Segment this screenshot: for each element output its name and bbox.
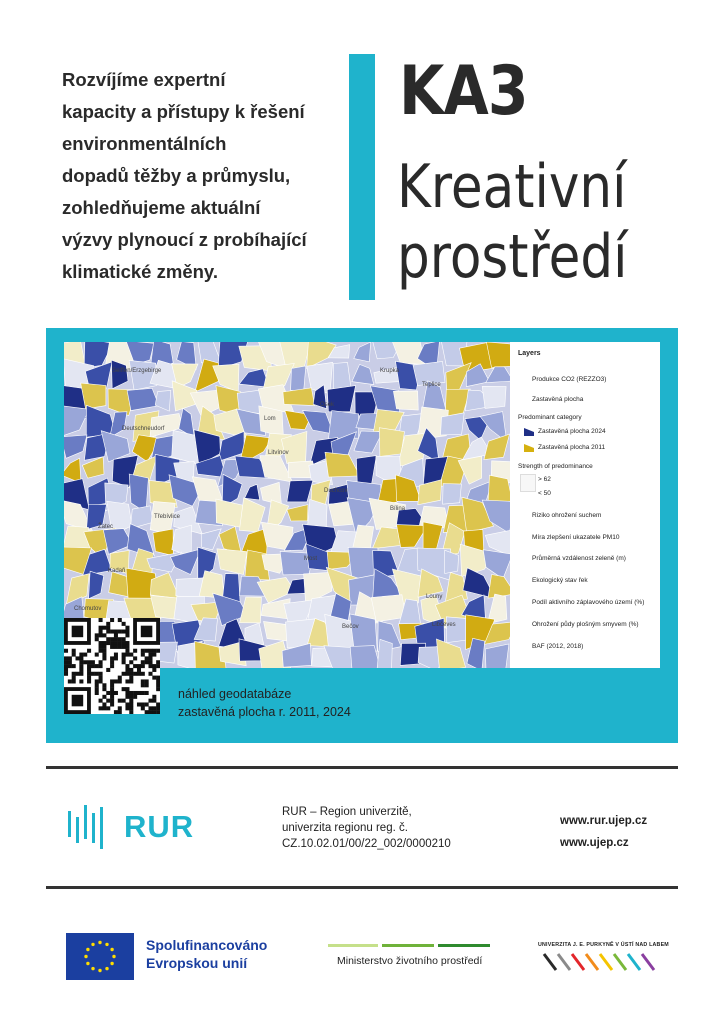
map-region <box>483 550 510 579</box>
legend-item[interactable]: Podíl aktivního záplavového území (%) <box>532 599 645 606</box>
map-region <box>245 484 260 500</box>
accent-bar <box>349 54 375 300</box>
activity-code: KA3 <box>399 52 528 131</box>
legend-item[interactable]: Produkce CO2 (REZZO3) <box>532 376 607 383</box>
map-place-label: Lom <box>264 416 276 422</box>
legend-subheading: Predominant category <box>518 414 582 421</box>
map-region <box>352 364 374 384</box>
rur-wordmark: RUR <box>124 809 195 844</box>
title-line-1: Kreativní <box>397 152 627 222</box>
map-region <box>287 505 308 521</box>
map-place-label: Louny <box>426 594 443 600</box>
url-rur-link[interactable]: www.rur.ujep.cz <box>560 815 648 827</box>
url-list <box>560 810 647 854</box>
legend-swatch-2011 <box>524 444 534 452</box>
map-region <box>201 529 221 550</box>
map-region <box>127 388 159 410</box>
map-region <box>393 391 418 410</box>
map-place-label: Duchcov <box>324 488 348 494</box>
qr-code[interactable] <box>64 618 160 714</box>
map-region <box>217 549 247 575</box>
divider-top <box>46 766 678 769</box>
map-place-label: Kadaň <box>108 568 126 574</box>
legend-item[interactable]: Riziko ohrožení suchem <box>532 512 602 519</box>
map-region <box>240 597 262 623</box>
strength-swatch <box>520 474 536 492</box>
map-region <box>356 456 376 487</box>
map-place-label: Litvínov <box>268 450 289 456</box>
map-legend <box>510 342 660 668</box>
map-place-label: Libčeves <box>432 622 456 628</box>
map-region <box>155 390 171 411</box>
map-place-label: Osek <box>320 402 335 408</box>
legend-swatch-2024 <box>524 428 534 436</box>
map-place-label: Most <box>304 556 318 562</box>
legend-item[interactable]: BAF (2012, 2018) <box>532 643 584 650</box>
map-region <box>436 639 465 668</box>
university-name: UNIVERZITA J. E. PURKYNĚ V ÚSTÍ NAD LABEM <box>538 942 669 948</box>
map-region <box>153 529 173 556</box>
map-region <box>354 342 371 362</box>
url-ujep-link[interactable]: www.ujep.cz <box>560 837 629 849</box>
map-region <box>282 643 311 667</box>
legend-item: > 62 <box>538 476 551 483</box>
legend-item[interactable]: Zastavěná plocha <box>532 396 584 403</box>
eu-flag-icon <box>66 933 134 980</box>
map-place-label: Deutschneudorf <box>122 426 165 432</box>
map-region <box>239 498 265 532</box>
qr-code-image <box>64 618 160 714</box>
legend-title: Layers <box>518 350 541 357</box>
map-place-label: Žatec <box>98 524 114 530</box>
map-place-label: Chomutov <box>74 606 102 612</box>
map-region <box>485 644 509 668</box>
map-region <box>195 359 219 392</box>
map-region <box>171 549 201 575</box>
ministry-logo-lines-icon <box>328 944 490 949</box>
map-region <box>64 435 87 458</box>
map-region <box>484 434 510 460</box>
geodatabase-preview-panel <box>46 328 678 743</box>
map-region <box>373 409 404 432</box>
legend-item: Zastavěná plocha 2011 <box>538 444 606 451</box>
legend-item[interactable]: Ohrožení půdy plošným smyvem (%) <box>532 621 639 628</box>
eu-cofinanced-text: Spolufinancováno Evropskou unií <box>146 937 268 971</box>
map-region <box>443 484 462 505</box>
legend-item[interactable]: Ekologický stav řek <box>532 577 588 584</box>
map-region <box>64 406 89 437</box>
map-region <box>325 452 360 477</box>
map-place-label: Teplice <box>422 382 441 388</box>
intro-text: Rozvíjíme expertní kapacity a přístupy k řešení environmentálních dopadů těžby a průmyslu, zohledňujeme aktuální výzvy plynoucí z probíhající klimatické změny. <box>62 69 307 282</box>
map-place-label: Třebívlice <box>154 514 181 520</box>
divider-bottom <box>46 886 678 889</box>
map-region <box>287 480 313 502</box>
map-place-label: Seiffen/Erzgebirge <box>112 368 162 374</box>
map-caption: náhled geodatabáze zastavěná plocha r. 2011, 2024 <box>178 687 351 719</box>
map-region <box>110 412 127 438</box>
map-region <box>291 366 306 392</box>
ministry-name: Ministerstvo životního prostředí <box>337 955 483 967</box>
legend-item: < 50 <box>538 490 551 497</box>
map-region <box>482 386 506 408</box>
map-place-label: Krupka <box>380 368 400 374</box>
map-region <box>89 571 104 599</box>
university-logo-stripes-icon <box>540 950 658 974</box>
legend-item[interactable]: Průměrná vzdálenost zeleně (m) <box>532 555 626 562</box>
map-place-label: Bečov <box>342 624 359 630</box>
legend-item[interactable]: Míra zlepšení ukazatele PM10 <box>532 534 620 541</box>
legend-subheading: Strength of predominance <box>518 463 593 470</box>
legend-item: Zastavěná plocha 2024 <box>538 428 606 435</box>
title-line-2: prostředí <box>397 222 628 292</box>
project-description: RUR – Region univerzitě, univerzita regionu reg. č. CZ.10.02.01/00/22_002/0000210 <box>282 806 451 850</box>
map-region <box>283 388 315 406</box>
map-region <box>379 428 404 457</box>
map-region <box>488 575 510 599</box>
map-place-label: Bílina <box>390 506 406 512</box>
